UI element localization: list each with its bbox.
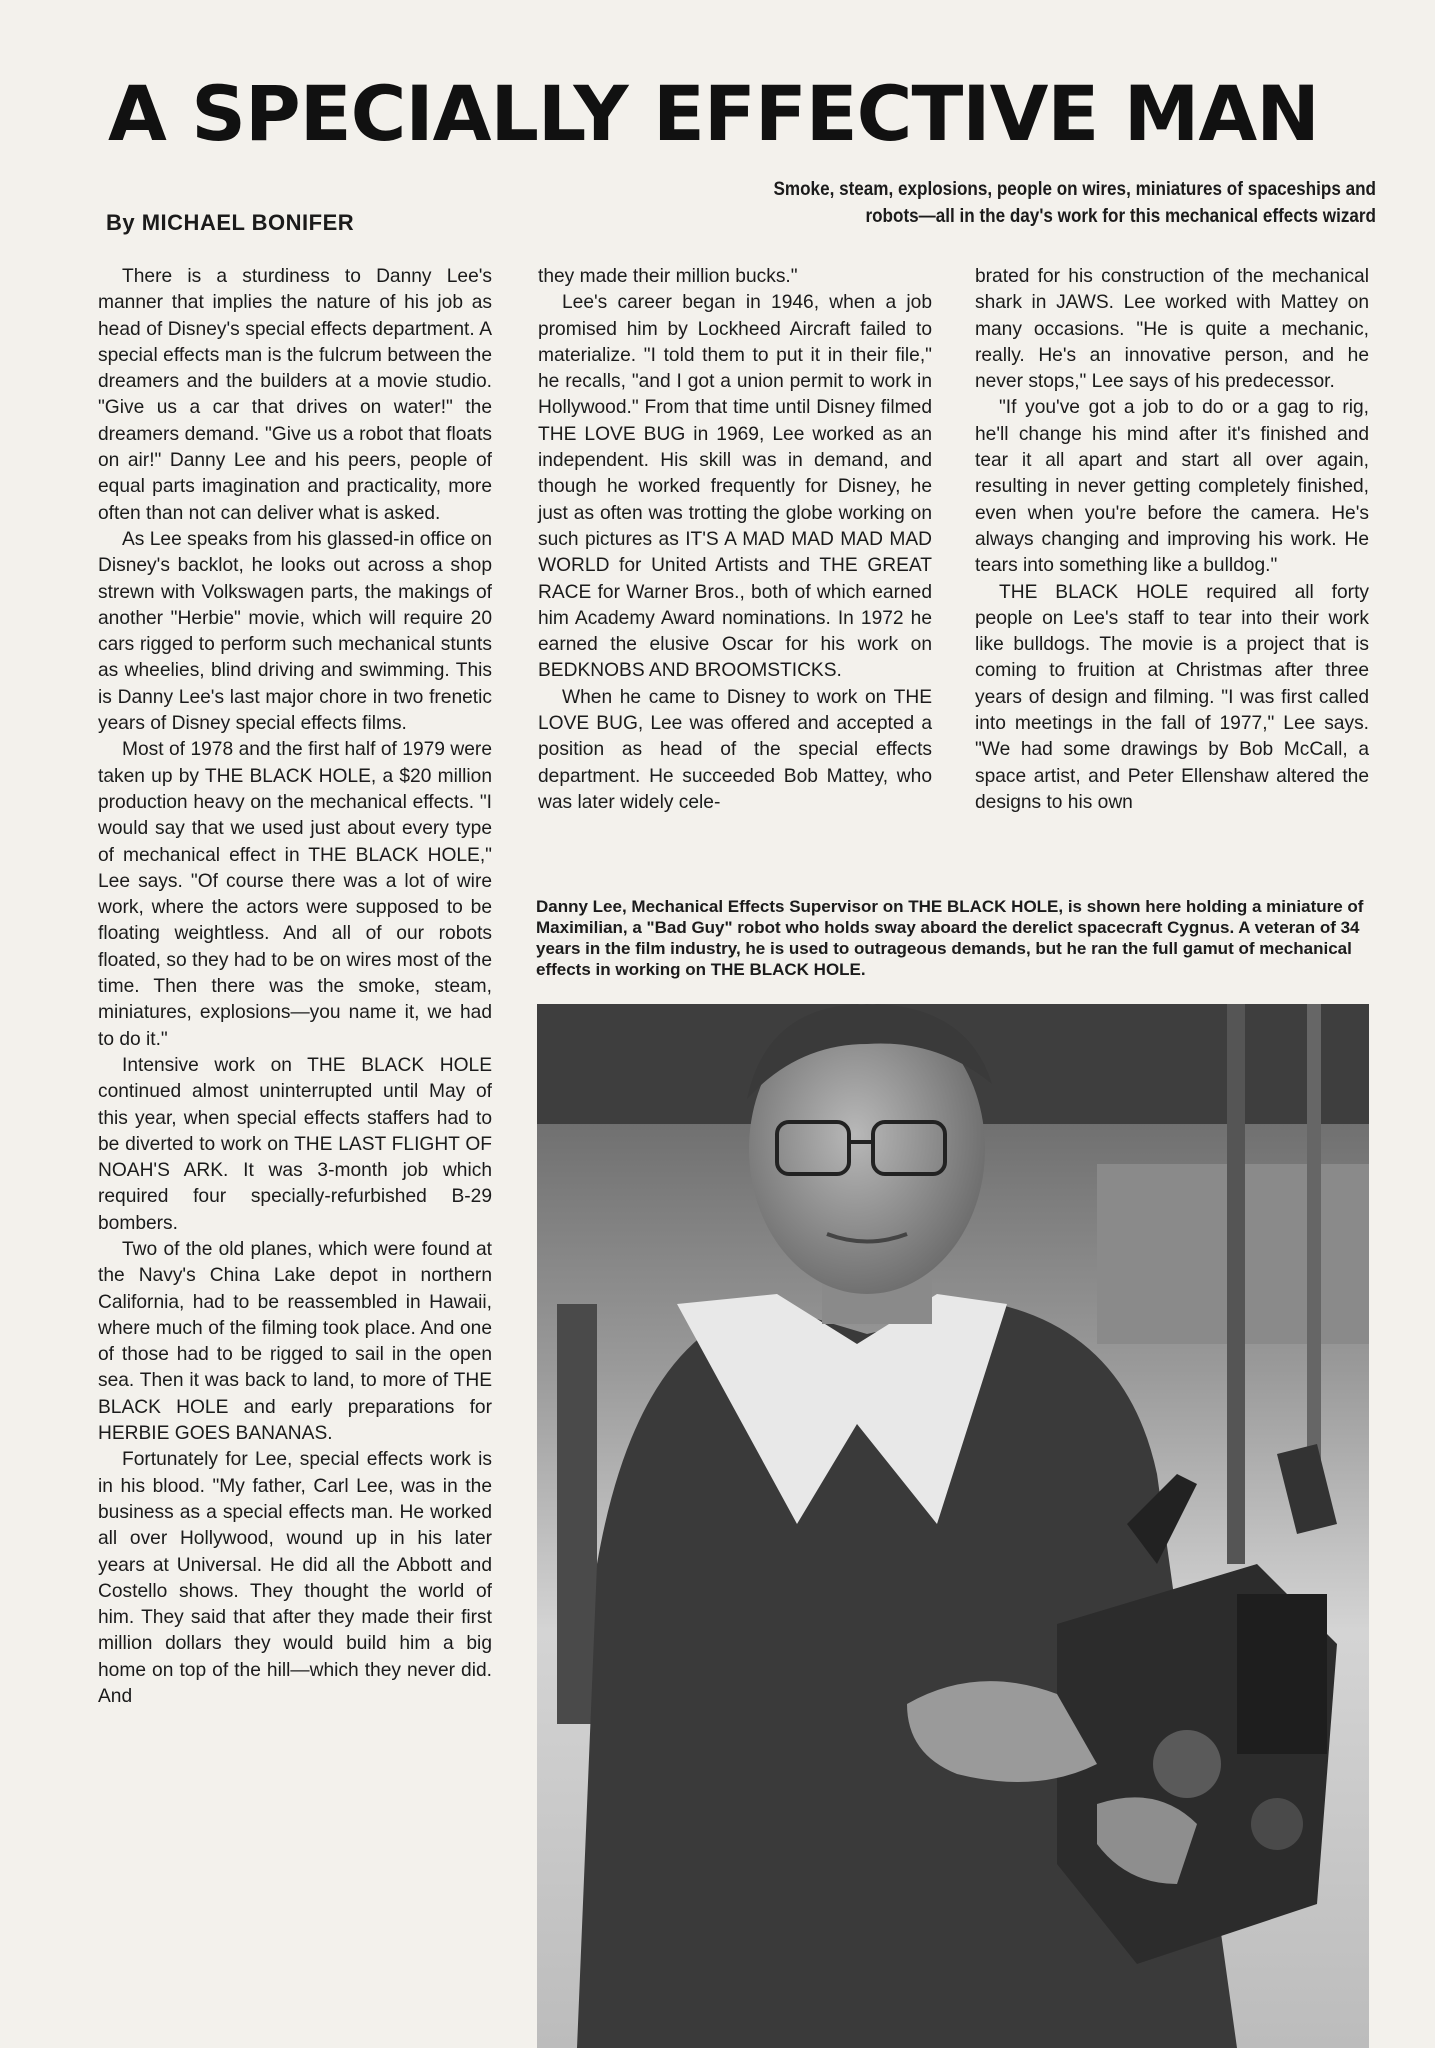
paragraph: Fortunately for Lee, special effects work is in his blood. "My father, Carl Lee, was in the business as a special effects man. He worked all over Hollywood, wound up in his later years at Universal. He did all the Abbott and Costello shows. They thought the world of him. They said that after they made their first million dollars they would build him a big home on top of the hill—which they never did. And	[98, 1449, 492, 1708]
text-column-3	[975, 264, 1369, 816]
paragraph: There is a sturdiness to Danny Lee's manner that implies the nature of his job as head of Disney's special effects department. A special effects man is the fulcrum between the dreamers and the builders at a movie studio. "Give us a car that drives on water!" the dreamers demand. "Give us a robot that floats on air!" Danny Lee and his peers, people of equal parts imagination and practicality, more often than not can deliver what is asked.	[98, 266, 492, 524]
byline: By MICHAEL BONIFER	[106, 210, 355, 235]
photo-danny-lee	[537, 1004, 1369, 2048]
paragraph: "If you've got a job to do or a gag to rig, he'll change his mind after it's finished and tear it all apart and start all over again, resulting in never getting completely finished, even when you're before the camera. He's always changing and improving his work. He tears into something like a bulldog."	[975, 397, 1369, 577]
paragraph: Two of the old planes, which were found at the Navy's China Lake depot in northern California, had to be reassembled in Hawaii, where much of the filming took place. And one of those had to be rigged to sail in the open sea. Then it was back to land, to more of THE BLACK HOLE and early preparations for HERBIE GOES BANANAS.	[98, 1238, 492, 1445]
paragraph: Intensive work on THE BLACK HOLE continued almost uninterrupted until May of this year, when special effects staffers had to be diverted to work on THE LAST FLIGHT OF NOAH'S ARK. It was 3-month job which required four specially-refurbished B-29 bombers.	[98, 1054, 492, 1234]
text-column-1	[98, 264, 492, 1710]
paragraph: Lee's career began in 1946, when a job promised him by Lockheed Aircraft failed to materialize. "I told them to put it in their file," he recalls, "and I got a union permit to work in Hollywood." From that time until Disney filmed THE LOVE BUG in 1969, Lee worked as an independent. His skill was in demand, and though he worked frequently for Disney, he just as often was trotting the globe working on such pictures as IT'S A MAD MAD MAD MAD WORLD for United Artists and THE GREAT RACE for Warner Bros., both of which earned him Academy Award nominations. In 1972 he earned the elusive Oscar for his work on BEDKNOBS AND BROOMSTICKS.	[538, 292, 932, 682]
article-deck: Smoke, steam, explosions, people on wires, miniatures of spaceships and robots—all in the day's work for this mechanical effects wizard	[773, 179, 1376, 227]
article-headline: A SPECIALLY EFFECTIVE MAN	[108, 69, 1319, 158]
paragraph: Most of 1978 and the first half of 1979 were taken up by THE BLACK HOLE, a $20 million production heavy on the mechanical effects. "I would say that we used just about every type of mechanical effect in THE BLACK HOLE," Lee says. "Of course there was a lot of wire work, where the actors were supposed to be floating weightless. And all of our robots floated, so they had to be on wires most of the time. Then there was the smoke, steam, miniatures, explosions—you name it, we had to do it."	[98, 739, 492, 1050]
text-column-2	[538, 264, 932, 816]
paragraph: When he came to Disney to work on THE LOVE BUG, Lee was offered and accepted a position as head of the special effects department. He succeeded Bob Mattey, who was later widely cele-	[538, 686, 932, 813]
paragraph: they made their million bucks."	[538, 266, 798, 287]
paragraph: As Lee speaks from his glassed-in office on Disney's backlot, he looks out across a shop strewn with Volkswagen parts, the makings of another "Herbie" movie, which will require 20 cars rigged to perform such mechanical stunts as wheelies, blind driving and swimming. This is Danny Lee's last major chore in two frenetic years of Disney special effects films.	[98, 528, 492, 735]
paragraph: brated for his construction of the mechanical shark in JAWS. Lee worked with Mattey on many occasions. "He is quite a mechanic, really. He's an innovative person, and he never stops," Lee says of his predecessor.	[975, 266, 1369, 393]
photo-caption: Danny Lee, Mechanical Effects Supervisor on THE BLACK HOLE, is shown here holding a miniature of Maximilian, a "Bad Guy" robot who holds sway aboard the derelict spacecraft Cygnus. A veteran of 34 years in the film industry, he is used to outrageous demands, but he ran the full gamut of mechanical effects in working on THE BLACK HOLE.	[536, 897, 1364, 979]
paragraph: THE BLACK HOLE required all forty people on Lee's staff to tear into their work like bulldogs. The movie is a project that is coming to fruition at Christmas after three years of design and filming. "I was first called into meetings in the fall of 1977," Lee says. "We had some drawings by Bob McCall, a space artist, and Peter Ellenshaw altered the designs to his own	[975, 581, 1369, 813]
